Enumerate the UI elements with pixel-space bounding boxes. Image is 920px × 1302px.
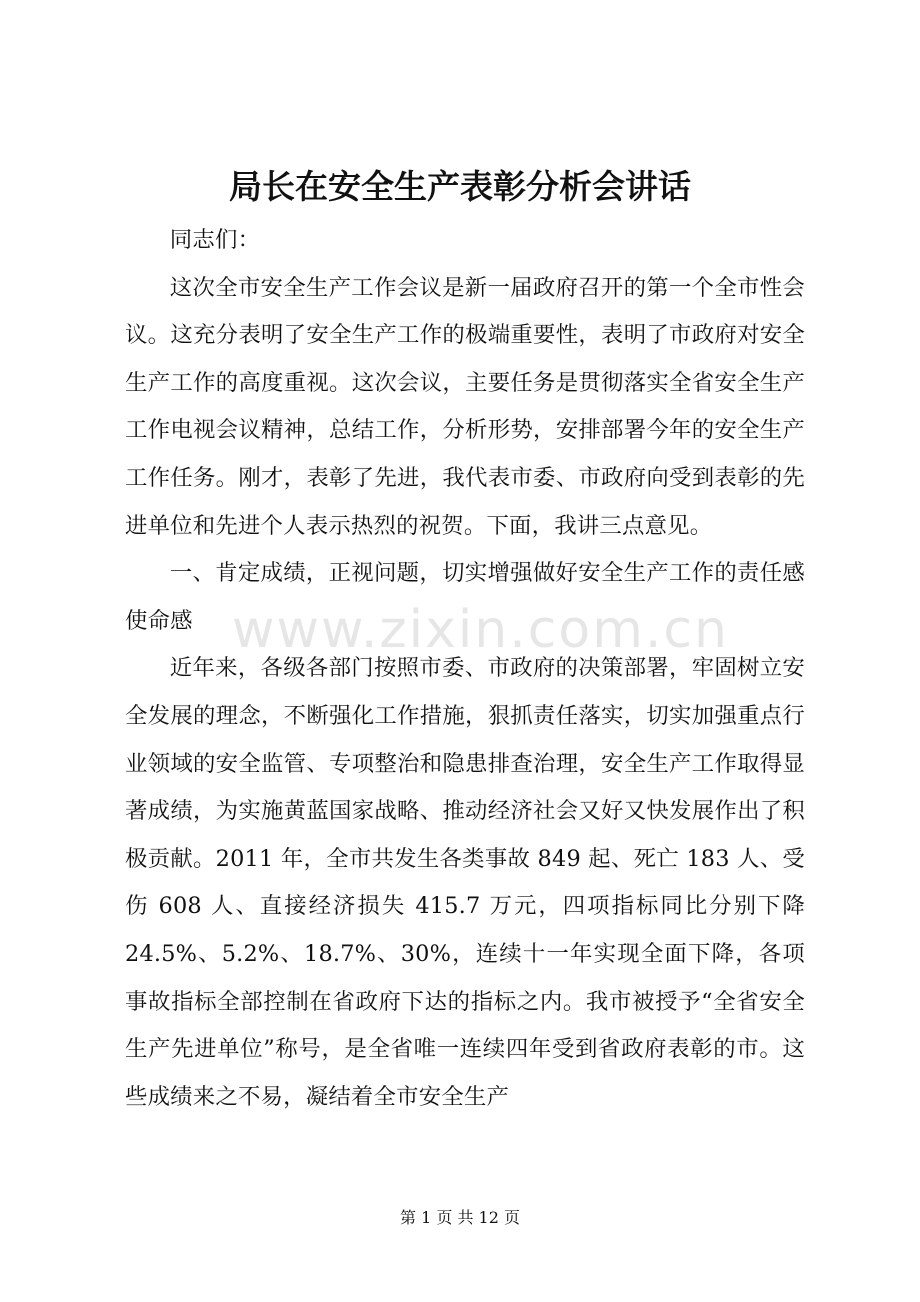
document-body <box>125 217 805 1121</box>
site-watermark: www.zixin.com.cn <box>232 600 729 660</box>
document-title: 局长在安全生产表彰分析会讲话 <box>229 167 691 206</box>
paragraph-intro: 这次全市安全生产工作会议是新一届政府召开的第一个全市性会议。这充分表明了安全生产工作的极端重要性，表明了市政府对安全生产工作的高度重视。这次会议，主要任务是贯彻落实全省安全生产工作电视会议精神，总结工作，分析形势，安排部署今年的安全生产工作任务。刚才，表彰了先进，我代表市委、市政府向受到表彰的先进单位和先进个人表示热烈的祝贺。下面，我讲三点意见。 <box>125 274 805 539</box>
page-footer: 第 1 页 共 12 页 <box>400 1208 520 1227</box>
paragraph-achievements: 近年来，各级各部门按照市委、市政府的决策部署，牢固树立安全发展的理念，不断强化工作措施，狠抓责任落实，切实加强重点行业领域的安全监管、专项整治和隐患排查治理，安全生产工作取得显著成绩，为实施黄蓝国家战略、推动经济社会又好又快发展作出了积极贡献。2011 年，全市共发生各类事故 849 起、死亡 183 人、受伤 608 人、直接经济损失 415.7 万元，四项指标同比分别下降 24.5%、5.2%、18.7%、30%，连续十一年实现全面下降，各项事故指标全部控制在省政府下达的指标之内。我市被授予“全省安全生产先进单位”称号，是全省唯一连续四年受到省政府表彰的市。这些成绩来之不易，凝结着全市安全生产 <box>125 655 805 1110</box>
paragraph-greeting: 同志们： <box>169 227 261 253</box>
section-heading-one: 一、肯定成绩，正视问题，切实增强做好安全生产工作的责任感使命感 <box>125 560 805 634</box>
